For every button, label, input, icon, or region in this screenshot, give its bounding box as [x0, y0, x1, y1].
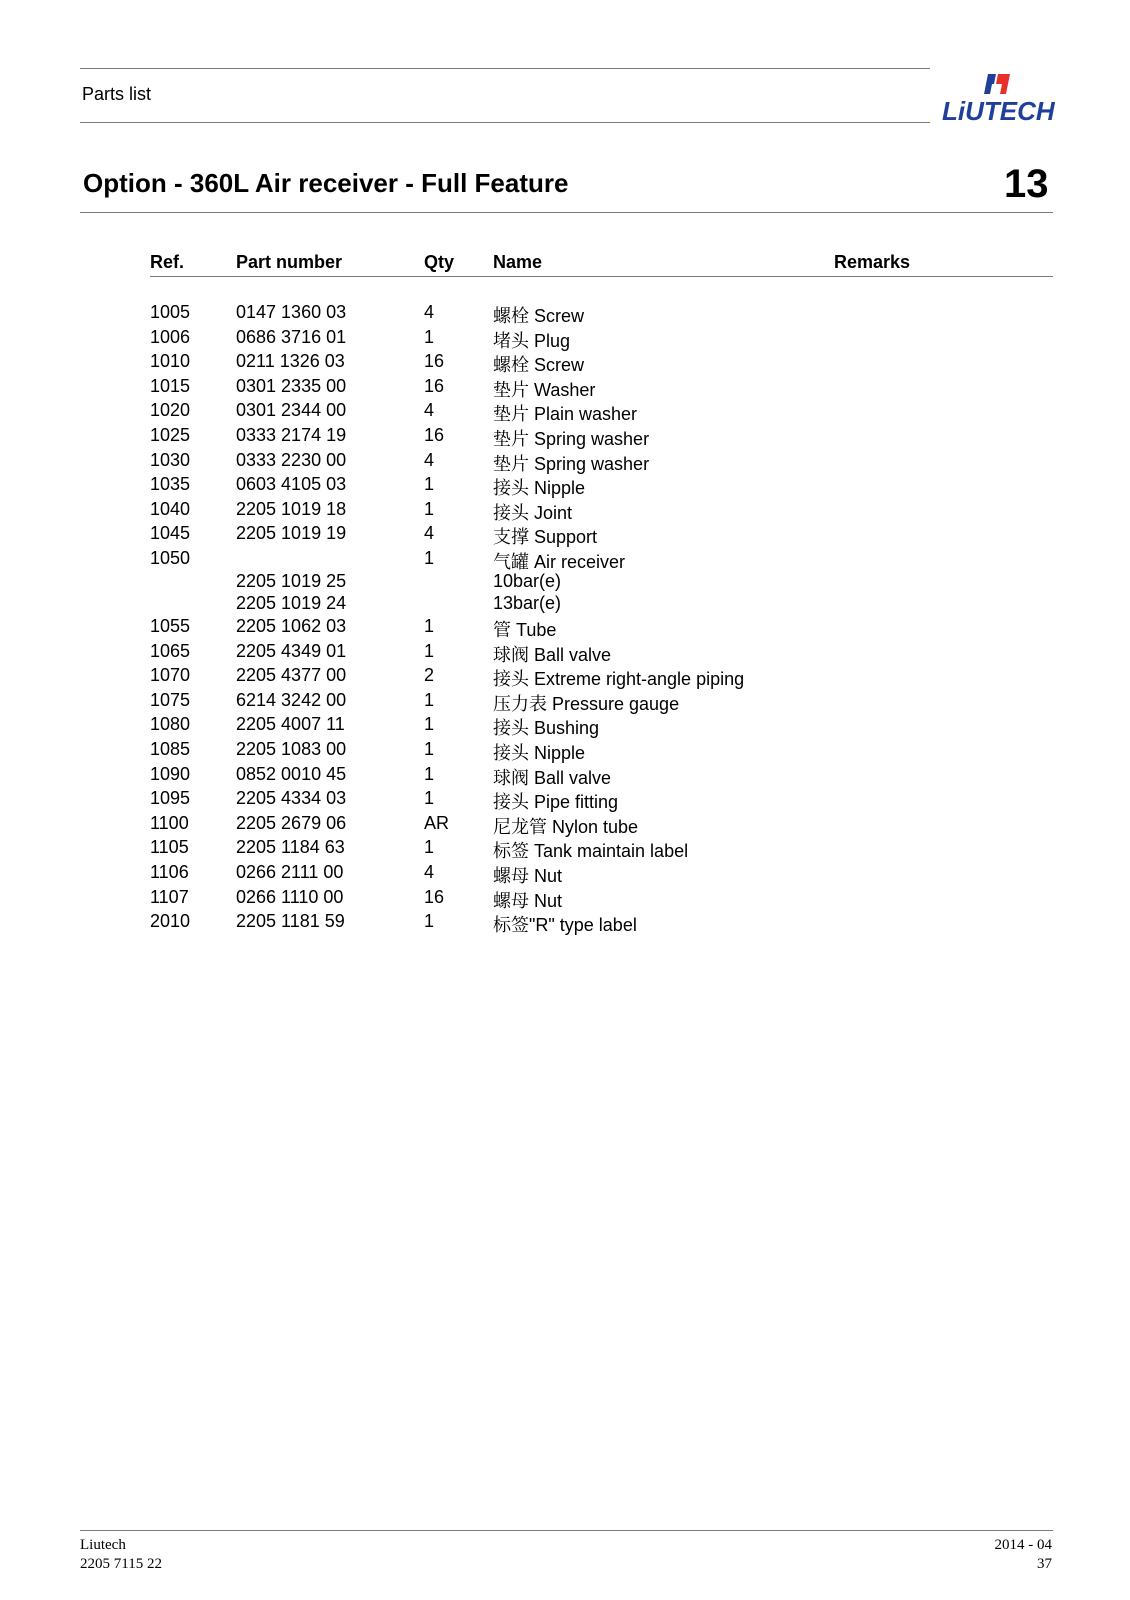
- cell-part-number: 2205 4377 00: [236, 665, 347, 686]
- cell-name: 接头 Pipe fitting: [493, 792, 619, 813]
- cell-ref: 1035: [150, 474, 191, 495]
- table-header-rule: [150, 276, 1053, 277]
- table-row: [0, 739, 1130, 763]
- table-row: [0, 911, 1130, 935]
- cell-ref: 1080: [150, 714, 191, 735]
- cell-part-number: 2205 1062 03: [236, 616, 347, 636]
- cell-ref: 1090: [150, 763, 191, 784]
- cell-part-number: 2205 1181 59: [236, 911, 345, 932]
- cell-part-number: 0211 1326 03: [236, 351, 345, 372]
- cell-ref: 1045: [150, 523, 191, 544]
- cell-name: 气罐 Air receiver: [493, 552, 626, 572]
- cell-qty: 1: [424, 763, 435, 784]
- cell-part-number: 2205 1019 18: [236, 498, 347, 519]
- cell-ref: 2010: [150, 911, 191, 932]
- cell-ref: 1015: [150, 375, 191, 396]
- cell-part-number: 6214 3242 00: [236, 689, 347, 710]
- table-row: [0, 690, 1130, 714]
- cell-ref: 1085: [150, 739, 191, 759]
- table-row: [0, 523, 1130, 547]
- cell-ref: 1070: [150, 665, 191, 686]
- cell-name: 管 Tube: [493, 620, 557, 640]
- cell-qty: 16: [424, 375, 445, 396]
- cell-name: 接头 Nipple: [493, 478, 586, 499]
- cell-part-number: 0333 2174 19: [236, 425, 347, 445]
- table-sub-row: [0, 571, 1130, 593]
- cell-name: 10bar(e): [493, 571, 562, 591]
- cell-name: 13bar(e): [493, 593, 562, 613]
- cell-ref: 1095: [150, 788, 191, 809]
- table-row: [0, 616, 1130, 640]
- cell-qty: 16: [424, 425, 445, 445]
- table-row: [0, 351, 1130, 375]
- cell-ref: 1005: [150, 302, 191, 322]
- table-row: [0, 474, 1130, 498]
- cell-qty: 4: [424, 523, 435, 544]
- cell-name: 支撑 Support: [493, 527, 598, 548]
- cell-part-number: 2205 1019 19: [236, 523, 347, 544]
- cell-qty: 1: [424, 548, 435, 568]
- cell-part-number: 2205 2679 06: [236, 812, 347, 833]
- header-remarks: Remarks: [834, 252, 911, 272]
- cell-part-number: 0266 1110 00: [236, 886, 344, 907]
- cell-name: 尼龙管 Nylon tube: [493, 816, 639, 837]
- cell-ref: 1055: [150, 616, 191, 636]
- cell-part-number: 2205 1019 24: [236, 593, 347, 613]
- cell-name: 螺栓 Screw: [493, 355, 585, 376]
- cell-name: 螺母 Nut: [493, 866, 563, 886]
- cell-ref: 1065: [150, 640, 191, 661]
- cell-name: 标签"R" type label: [493, 915, 637, 936]
- footer-rule: [80, 1530, 1053, 1531]
- table-row: [0, 450, 1130, 474]
- cell-name: 垫片 Washer: [493, 379, 596, 400]
- cell-qty: 1: [424, 498, 435, 519]
- cell-part-number: 0147 1360 03: [236, 302, 347, 322]
- cell-qty: 4: [424, 400, 435, 421]
- header-bottom-rule: [80, 122, 930, 123]
- cell-ref: 1030: [150, 449, 191, 470]
- cell-part-number: 0852 0010 45: [236, 763, 347, 784]
- cell-name: 垫片 Plain washer: [493, 404, 638, 425]
- cell-qty: AR: [424, 812, 450, 833]
- cell-qty: 4: [424, 862, 435, 882]
- cell-ref: 1020: [150, 400, 191, 421]
- footer-date: 2014 - 04: [994, 1537, 1052, 1553]
- svg-text:LiUTECH: LiUTECH: [942, 96, 1055, 126]
- table-row: [0, 764, 1130, 788]
- cell-part-number: 2205 4334 03: [236, 788, 347, 809]
- table-row: [0, 302, 1130, 326]
- footer-right: [995, 1536, 1053, 1574]
- cell-name: 堵头 Plug: [493, 330, 571, 351]
- cell-name: 接头 Extreme right-angle piping: [493, 669, 745, 690]
- cell-ref: 1100: [150, 812, 189, 833]
- cell-ref: 1105: [150, 837, 189, 858]
- cell-name: 球阀 Ball valve: [493, 644, 612, 665]
- table-row: [0, 425, 1130, 449]
- table-row: [0, 400, 1130, 424]
- cell-part-number: 0333 2230 00: [236, 449, 347, 470]
- cell-name: 垫片 Spring washer: [493, 429, 650, 449]
- cell-part-number: 2205 1019 25: [236, 571, 347, 591]
- cell-part-number: 2205 1184 63: [236, 837, 345, 858]
- header-qty: Qty: [424, 252, 455, 272]
- cell-ref: 1040: [150, 498, 191, 519]
- cell-qty: 16: [424, 351, 445, 372]
- cell-qty: 1: [424, 714, 435, 735]
- header-top-rule: [80, 68, 930, 69]
- cell-ref: 1050: [150, 548, 191, 568]
- table-row: [0, 714, 1130, 738]
- cell-ref: 1075: [150, 689, 191, 710]
- table-row: [0, 641, 1130, 665]
- cell-ref: 1106: [150, 862, 189, 882]
- cell-qty: 1: [424, 911, 435, 932]
- cell-name: 螺母 Nut: [493, 890, 563, 911]
- cell-part-number: 0301 2335 00: [236, 375, 347, 396]
- cell-qty: 4: [424, 449, 435, 470]
- cell-name: 接头 Joint: [493, 502, 573, 523]
- table-row: [0, 665, 1130, 689]
- table-row: [0, 837, 1130, 861]
- cell-qty: 1: [424, 689, 435, 710]
- table-sub-row: [0, 593, 1130, 615]
- cell-qty: 1: [424, 837, 435, 858]
- table-row: [0, 376, 1130, 400]
- footer-doc-number: 2205 7115 22: [80, 1556, 162, 1572]
- cell-qty: 16: [424, 886, 445, 907]
- cell-part-number: 0266 2111 00: [236, 862, 344, 882]
- cell-name: 球阀 Ball valve: [493, 767, 612, 788]
- cell-name: 螺栓 Screw: [493, 306, 585, 326]
- section-title: Option - 360L Air receiver - Full Feature: [83, 168, 569, 198]
- cell-part-number: 0686 3716 01: [236, 326, 347, 347]
- table-row: [0, 887, 1130, 911]
- cell-part-number: 0603 4105 03: [236, 474, 347, 495]
- footer-left: [80, 1536, 162, 1574]
- cell-ref: 1025: [150, 425, 191, 445]
- cell-qty: 1: [424, 739, 435, 759]
- table-row: [0, 548, 1130, 572]
- cell-name: 接头 Bushing: [493, 718, 600, 739]
- cell-qty: 1: [424, 474, 435, 495]
- cell-part-number: 2205 4007 11: [236, 714, 345, 735]
- cell-qty: 1: [424, 640, 435, 661]
- cell-part-number: 2205 1083 00: [236, 739, 347, 759]
- brand-logo: [940, 70, 1060, 126]
- cell-qty: 1: [424, 616, 435, 636]
- cell-part-number: 0301 2344 00: [236, 400, 347, 421]
- cell-qty: 4: [424, 302, 435, 322]
- table-row: [0, 788, 1130, 812]
- table-row: [0, 499, 1130, 523]
- cell-name: 压力表 Pressure gauge: [493, 693, 680, 714]
- footer-page-number: 37: [1037, 1556, 1052, 1572]
- header-ref: Ref.: [150, 252, 185, 272]
- cell-name: 垫片 Spring washer: [493, 453, 650, 474]
- table-row: [0, 813, 1130, 837]
- footer-company: Liutech: [80, 1537, 126, 1553]
- cell-name: 接头 Nipple: [493, 743, 586, 763]
- cell-name: 标签 Tank maintain label: [493, 841, 689, 862]
- cell-qty: 2: [424, 665, 435, 686]
- header-name: Name: [493, 252, 543, 272]
- section-number: 13: [1004, 162, 1049, 206]
- section-rule: [80, 212, 1053, 213]
- cell-part-number: 2205 4349 01: [236, 640, 347, 661]
- cell-ref: 1107: [150, 886, 189, 907]
- header-part-number: Part number: [236, 252, 343, 272]
- header-label: Parts list: [82, 84, 152, 104]
- cell-qty: 1: [424, 788, 435, 809]
- cell-ref: 1006: [150, 326, 191, 347]
- cell-ref: 1010: [150, 351, 191, 372]
- table-row: [0, 327, 1130, 351]
- liutech-logo-icon: [940, 70, 1060, 126]
- cell-qty: 1: [424, 326, 435, 347]
- table-row: [0, 862, 1130, 886]
